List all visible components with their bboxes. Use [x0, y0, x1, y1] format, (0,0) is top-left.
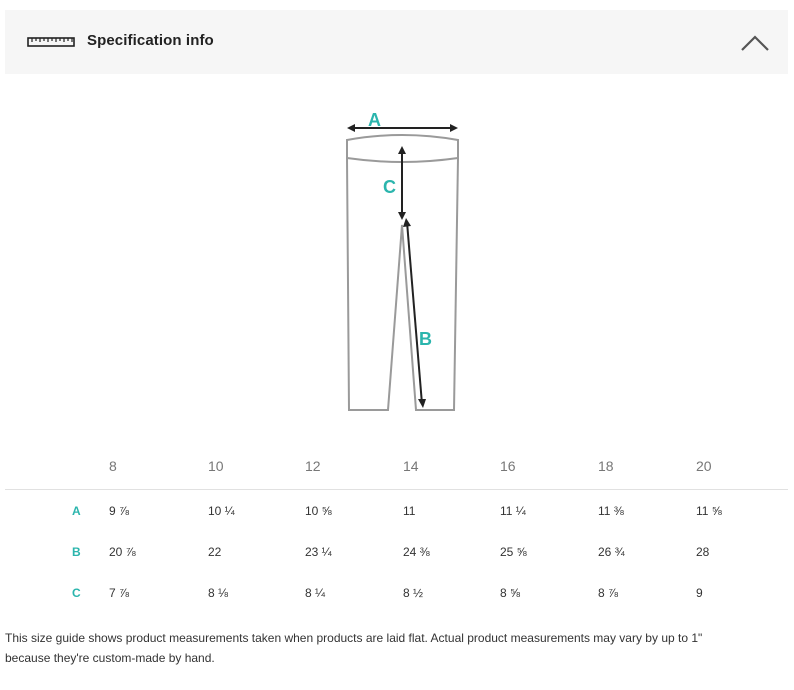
- size-header: 12: [305, 458, 321, 474]
- table-cell: 10 ¼: [208, 504, 235, 518]
- size-header: 18: [598, 458, 614, 474]
- table-cell: 26 ¾: [598, 545, 625, 559]
- note-line: This size guide shows product measurements taken when products are laid flat. Actual product measurements may vary by up to 1": [5, 631, 703, 645]
- size-header-row: [0, 458, 794, 480]
- table-cell: 20 ⅞: [109, 545, 136, 559]
- table-cell: 8 ⅛: [208, 586, 229, 600]
- section-title: Specification info: [87, 32, 214, 49]
- table-cell: 9: [696, 586, 703, 600]
- size-header: 14: [403, 458, 419, 474]
- table-cell: 8 ¼: [305, 586, 326, 600]
- table-cell: 8 ⅝: [500, 586, 521, 600]
- table-cell: 11 ⅜: [598, 504, 624, 518]
- label-b: B: [419, 329, 432, 349]
- table-cell: 8 ⅞: [598, 586, 619, 600]
- ruler-icon: [27, 35, 75, 49]
- table-cell: 8 ½: [403, 586, 424, 600]
- table-cell: 28: [696, 545, 710, 559]
- size-guide-note: [5, 628, 790, 668]
- table-cell: 11 ¼: [500, 504, 526, 518]
- table-cell: 23 ¼: [305, 545, 332, 559]
- pants-measurement-diagram: [330, 100, 480, 420]
- table-cell: 11: [403, 504, 416, 518]
- table-cell: 22: [208, 545, 222, 559]
- table-cell: 25 ⅝: [500, 545, 527, 559]
- measurement-a-arrow: [347, 124, 458, 132]
- table-row: [0, 545, 794, 565]
- table-row: [0, 586, 794, 606]
- table-divider: [5, 489, 788, 490]
- table-cell: 24 ⅜: [403, 545, 430, 559]
- label-c: C: [383, 177, 396, 197]
- size-header: 16: [500, 458, 516, 474]
- size-header: 8: [109, 458, 117, 474]
- size-header: 10: [208, 458, 224, 474]
- size-header: 20: [696, 458, 712, 474]
- label-a: A: [368, 110, 381, 130]
- row-label: C: [72, 586, 81, 600]
- row-label: B: [72, 545, 81, 559]
- table-row: [0, 504, 794, 524]
- row-label: A: [72, 504, 81, 518]
- table-cell: 10 ⅝: [305, 504, 332, 518]
- specification-accordion-header[interactable]: [5, 10, 788, 74]
- note-line: because they're custom-made by hand.: [5, 651, 215, 665]
- table-cell: 7 ⅞: [109, 586, 130, 600]
- table-cell: 9 ⅞: [109, 504, 130, 518]
- chevron-up-icon[interactable]: [739, 32, 771, 54]
- table-cell: 11 ⅝: [696, 504, 722, 518]
